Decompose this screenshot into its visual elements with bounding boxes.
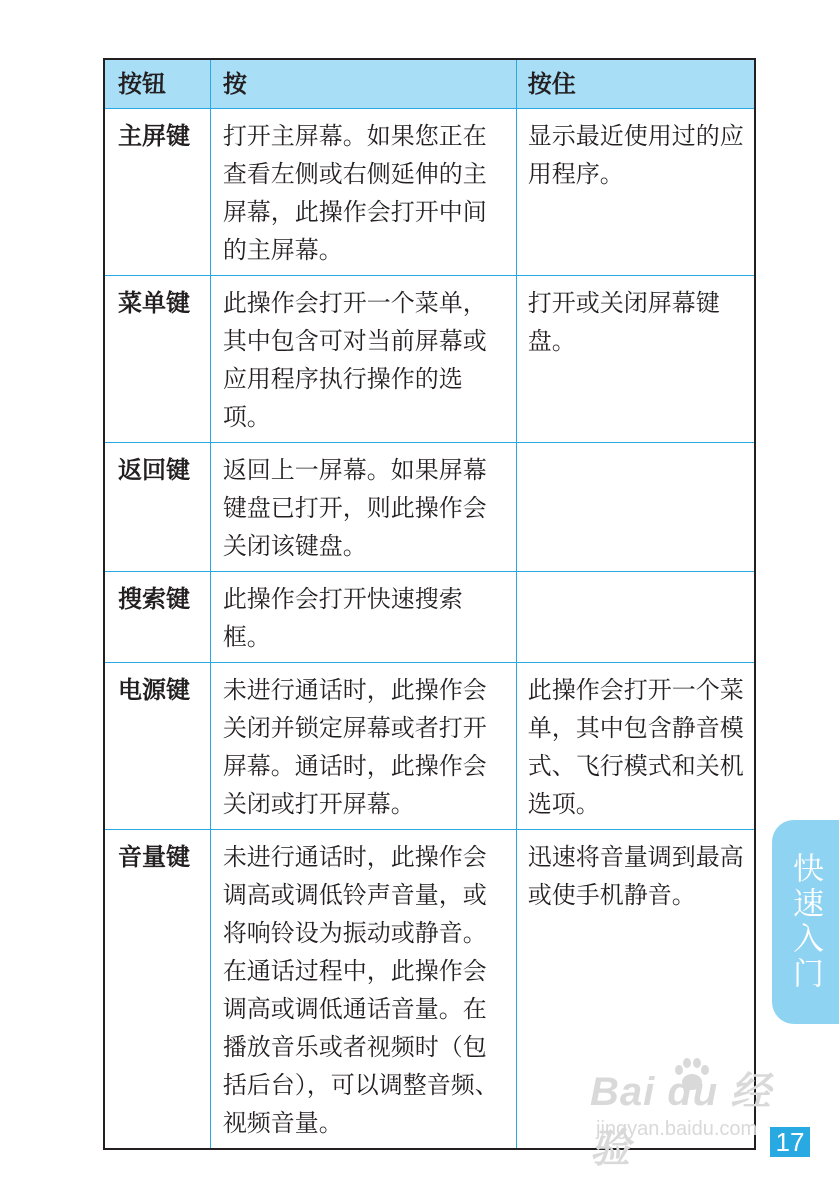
press-action-cell: 打开主屏幕。如果您正在查看左侧或右侧延伸的主屏幕，此操作会打开中间的主屏幕。 <box>210 109 516 276</box>
table-row-search-key <box>104 572 755 663</box>
key-name-cell: 搜索键 <box>104 572 210 663</box>
hold-action-cell: 显示最近使用过的应用程序。 <box>516 109 755 276</box>
section-side-tab <box>772 820 839 1024</box>
press-action-cell: 此操作会打开快速搜索框。 <box>210 572 516 663</box>
page-number: 17 <box>770 1127 810 1157</box>
hold-action-cell: 打开或关闭屏幕键盘。 <box>516 276 755 443</box>
header-hold: 按住 <box>516 59 755 109</box>
press-action-cell: 未进行通话时，此操作会关闭并锁定屏幕或者打开屏幕。通话时，此操作会关闭或打开屏幕。 <box>210 663 516 830</box>
table-row-power-key <box>104 663 755 830</box>
table-header-row <box>104 59 755 109</box>
header-button: 按钮 <box>104 59 210 109</box>
watermark-url: jingyan.baidu.com <box>596 1118 758 1140</box>
key-name-cell: 菜单键 <box>104 276 210 443</box>
baidu-jingyan-watermark <box>590 1060 790 1171</box>
header-press: 按 <box>210 59 516 109</box>
hold-action-cell: 此操作会打开一个菜单，其中包含静音模式、飞行模式和关机选项。 <box>516 663 755 830</box>
section-side-tab-label: 快速入门 <box>787 852 823 992</box>
press-action-cell: 未进行通话时，此操作会调高或调低铃声音量，或将响铃设为振动或静音。在通话过程中，此操作会调高或调低通话音量。在播放音乐或者视频时（包括后台），可以调整音频、视频音量。 <box>210 830 516 1150</box>
button-function-table <box>103 58 756 1150</box>
table-row-menu-key <box>104 276 755 443</box>
press-action-cell: 此操作会打开一个菜单，其中包含可对当前屏幕或应用程序执行操作的选项。 <box>210 276 516 443</box>
table-row-home-key <box>104 109 755 276</box>
key-name-cell: 返回键 <box>104 443 210 572</box>
key-name-cell: 电源键 <box>104 663 210 830</box>
watermark-logo: Bai du 经验 <box>590 1070 772 1171</box>
key-name-cell: 音量键 <box>104 830 210 1150</box>
hold-action-cell <box>516 572 755 663</box>
hold-action-cell <box>516 443 755 572</box>
table-row-back-key <box>104 443 755 572</box>
hold-action-cell: 迅速将音量调到最高或使手机静音。 <box>516 830 755 1150</box>
press-action-cell: 返回上一屏幕。如果屏幕键盘已打开，则此操作会关闭该键盘。 <box>210 443 516 572</box>
key-name-cell: 主屏键 <box>104 109 210 276</box>
